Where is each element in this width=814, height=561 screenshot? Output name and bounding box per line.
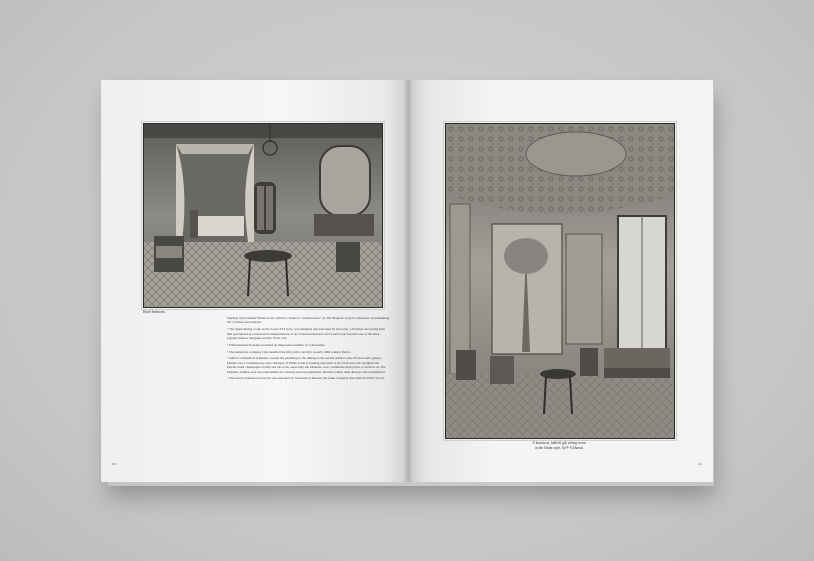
bedroom-photo (143, 123, 383, 308)
sitting-room-photo (445, 123, 675, 439)
caption-line: in the Adam style, by P-A Dumas (534, 445, 584, 450)
list-item: • Fabbronneries Pouchet provided an impressive number of wolfroomes. (227, 342, 326, 347)
sitting-room-photo-caption (445, 441, 673, 450)
caption-line: A luxurious, ballroll gilt sitting-room (532, 441, 586, 445)
list-item: • The American company Otis installed the lifts (still a novelty in early 20th century Paris). (227, 349, 351, 354)
list-item: • The hotel's extensive ironwork was executed by Schwartz et Meurer, the same company that built the Eiffel Tower. (227, 376, 385, 381)
sitting-room-photo-illustration (446, 124, 674, 438)
bedroom-photo-caption: Hotel bedroom (143, 310, 165, 314)
article-body (227, 316, 390, 383)
list-item: • The grand dining room, in the Louis XVI style, was designed and executed by Alavoine, a Parisian decorating firm that specialised in conservative interpretations of Art Nouveau interiors and would soon become one of the most popular interior designers in New York City. (227, 327, 385, 341)
book-gutter (403, 80, 413, 482)
intro-paragraph: Starting with Armand Sibien as his architect, Tauber's "collaborators" on The Majestic project comprised a breathtaking list of artists and artisans: (227, 316, 390, 325)
bedroom-photo-illustration (144, 124, 382, 307)
left-page-number: 00 (112, 462, 116, 466)
right-page-number: 21 (698, 462, 702, 466)
list-item: • Gifted craftsman P-A Dumas created the panelling in the dining room and the small rooms off the hotel's gallery. Dumas was a contemporary and colleague of Emile Gallé (a leading exponent of Art Nouveau who designed the Perrier-Jouët champagne bottle) and his work, especially his furniture, now commands high prices at auction. At The Majestic, Dumas was also responsible for creating several exquisitely detailed rolltop desk drawers and bookshelves. (227, 356, 386, 374)
